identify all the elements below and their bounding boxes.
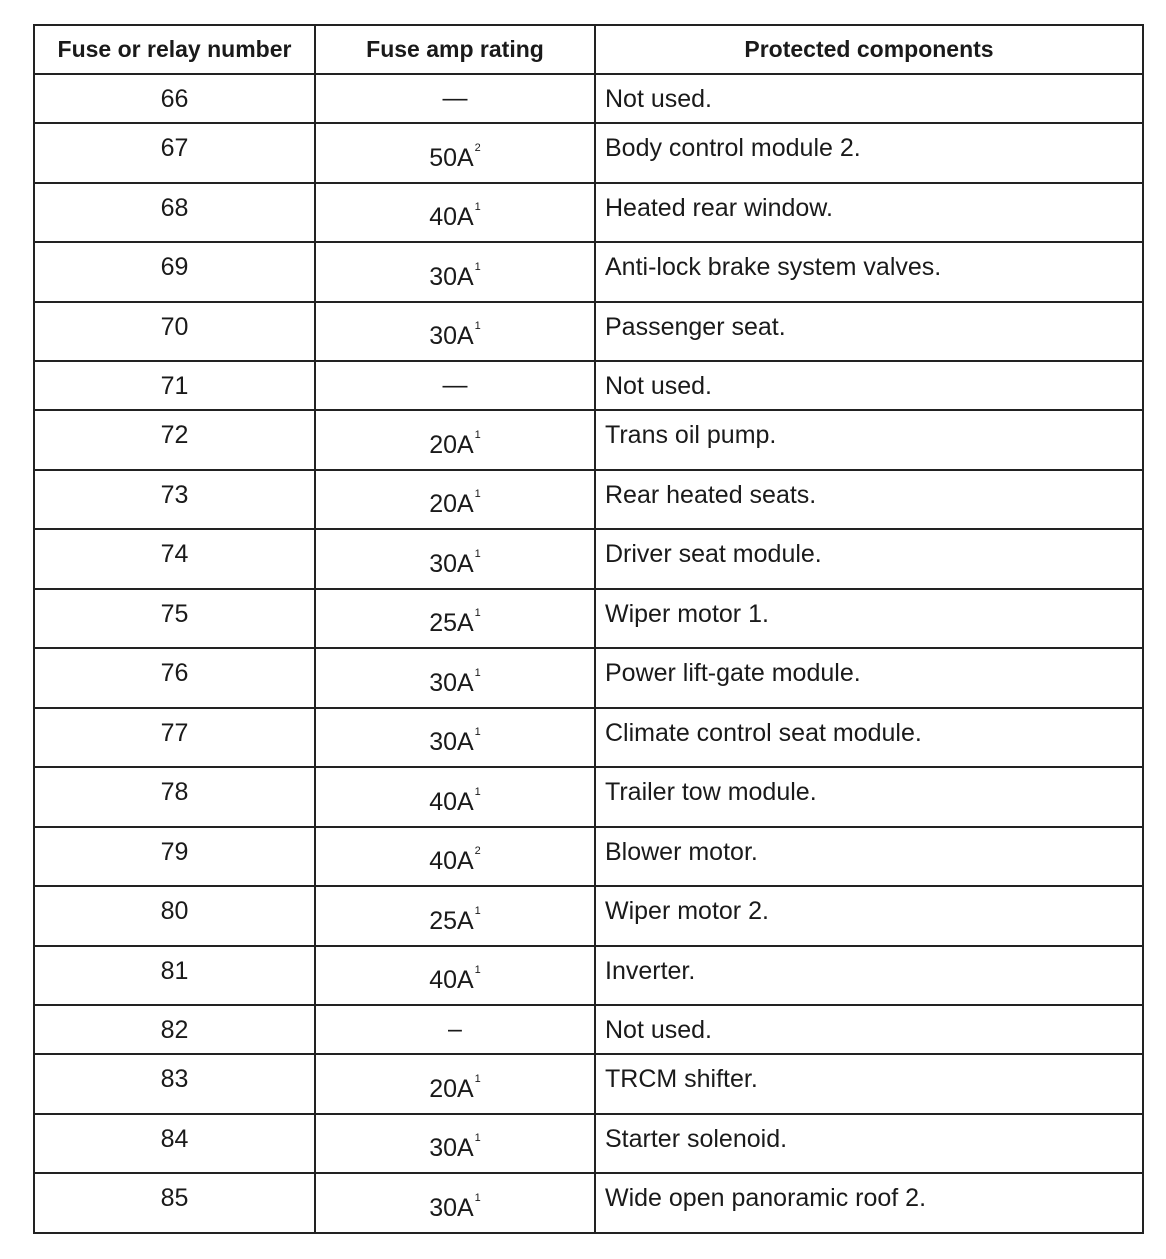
amp-value: 30A (429, 728, 474, 756)
table-row (34, 1173, 1143, 1233)
amp-value: 40A (429, 847, 474, 875)
footnote-marker: 1 (474, 260, 481, 273)
amp-rating-cell (315, 886, 595, 946)
fuse-number-cell: 66 (34, 74, 315, 123)
amp-value: 20A (429, 430, 474, 459)
amp-value: 30A (429, 549, 474, 578)
fuse-number-cell: 69 (34, 242, 315, 302)
amp-rating-cell (315, 767, 595, 827)
fuse-number-cell: 84 (34, 1114, 315, 1174)
protected-components-cell: Body control module 2. (595, 123, 1143, 183)
fuse-number-cell: 78 (34, 767, 315, 827)
amp-rating-cell (315, 74, 595, 123)
fuse-number-cell: 70 (34, 302, 315, 362)
fuse-number-cell: 79 (34, 827, 315, 887)
amp-rating-cell (315, 946, 595, 1006)
table-row (34, 361, 1143, 410)
amp-rating-cell (315, 1054, 595, 1114)
table-row (34, 529, 1143, 589)
protected-components-cell: Not used. (595, 74, 1143, 123)
amp-rating-cell (315, 361, 595, 410)
amp-value: 40A (429, 203, 474, 231)
fuse-number-cell: 68 (34, 183, 315, 243)
protected-components-cell: Not used. (595, 1005, 1143, 1054)
table-row (34, 767, 1143, 827)
protected-components-cell: Blower motor. (595, 827, 1143, 887)
amp-rating-cell (315, 183, 595, 243)
amp-value: 25A (429, 609, 474, 637)
amp-rating-cell (315, 589, 595, 649)
fuse-table (33, 24, 1144, 1234)
footnote-marker: 1 (474, 1072, 481, 1085)
amp-value: – (448, 1015, 462, 1043)
protected-components-cell: Inverter. (595, 946, 1143, 1006)
table-row (34, 302, 1143, 362)
amp-rating-cell (315, 648, 595, 708)
amp-rating-cell (315, 242, 595, 302)
table-row (34, 470, 1143, 530)
fuse-number-cell: 74 (34, 529, 315, 589)
protected-components-cell: Trailer tow module. (595, 767, 1143, 827)
amp-rating-cell (315, 1114, 595, 1174)
amp-rating-cell (315, 302, 595, 362)
footnote-marker: 1 (474, 964, 481, 976)
table-row (34, 648, 1143, 708)
footnote-marker: 1 (474, 1132, 481, 1144)
protected-components-cell: Not used. (595, 361, 1143, 410)
fuse-number-cell: 73 (34, 470, 315, 530)
table-row (34, 74, 1143, 123)
amp-value: 40A (429, 787, 474, 816)
amp-rating-cell (315, 529, 595, 589)
amp-rating-cell (315, 1005, 595, 1054)
amp-rating-cell (315, 827, 595, 887)
table-row (34, 1114, 1143, 1174)
header-fuse-number: Fuse or relay number (34, 25, 315, 74)
amp-rating-cell (315, 708, 595, 768)
footnote-marker: 1 (474, 547, 481, 560)
footnote-marker: 1 (474, 666, 481, 679)
table-row (34, 708, 1143, 768)
fuse-number-cell: 67 (34, 123, 315, 183)
amp-value: 20A (429, 1074, 474, 1103)
fuse-number-cell: 85 (34, 1173, 315, 1233)
protected-components-cell: Rear heated seats. (595, 470, 1143, 530)
footnote-marker: 1 (474, 320, 481, 332)
table-row (34, 827, 1143, 887)
table-row (34, 242, 1143, 302)
amp-value: 30A (429, 322, 474, 350)
header-row (34, 25, 1143, 74)
footnote-marker: 1 (474, 428, 481, 441)
footnote-marker: 1 (474, 904, 481, 917)
header-protected-components: Protected components (595, 25, 1143, 74)
header-amp-rating: Fuse amp rating (315, 25, 595, 74)
fuse-number-cell: 71 (34, 361, 315, 410)
table-row (34, 410, 1143, 470)
protected-components-cell: Wiper motor 1. (595, 589, 1143, 649)
amp-rating-cell (315, 123, 595, 183)
amp-value: 50A (429, 143, 474, 172)
footnote-marker: 2 (474, 845, 481, 857)
fuse-number-cell: 72 (34, 410, 315, 470)
footnote-marker: 1 (474, 201, 481, 213)
table-row (34, 183, 1143, 243)
amp-value: 30A (429, 668, 474, 697)
amp-value: 30A (429, 1193, 474, 1222)
amp-rating-cell (315, 410, 595, 470)
footnote-marker: 1 (474, 1191, 481, 1204)
amp-value: — (442, 84, 468, 112)
fuse-number-cell: 75 (34, 589, 315, 649)
amp-value: 20A (429, 490, 474, 518)
fuse-number-cell: 82 (34, 1005, 315, 1054)
footnote-marker: 1 (474, 785, 481, 798)
footnote-marker: 1 (474, 607, 481, 619)
protected-components-cell: Passenger seat. (595, 302, 1143, 362)
table-row (34, 1005, 1143, 1054)
table-row (34, 946, 1143, 1006)
amp-value: 30A (429, 1134, 474, 1162)
amp-value: 40A (429, 966, 474, 994)
protected-components-cell: Heated rear window. (595, 183, 1143, 243)
table-row (34, 1054, 1143, 1114)
amp-rating-cell (315, 470, 595, 530)
protected-components-cell: Wide open panoramic roof 2. (595, 1173, 1143, 1233)
protected-components-cell: Starter solenoid. (595, 1114, 1143, 1174)
fuse-number-cell: 77 (34, 708, 315, 768)
table-row (34, 589, 1143, 649)
protected-components-cell: Power lift-gate module. (595, 648, 1143, 708)
amp-rating-cell (315, 1173, 595, 1233)
footnote-marker: 1 (474, 488, 481, 500)
fuse-number-cell: 83 (34, 1054, 315, 1114)
amp-value: 25A (429, 906, 474, 935)
table-row (34, 123, 1143, 183)
protected-components-cell: Climate control seat module. (595, 708, 1143, 768)
protected-components-cell: Wiper motor 2. (595, 886, 1143, 946)
protected-components-cell: Driver seat module. (595, 529, 1143, 589)
protected-components-cell: Trans oil pump. (595, 410, 1143, 470)
fuse-number-cell: 81 (34, 946, 315, 1006)
protected-components-cell: TRCM shifter. (595, 1054, 1143, 1114)
fuse-number-cell: 76 (34, 648, 315, 708)
footnote-marker: 2 (474, 141, 481, 154)
fuse-number-cell: 80 (34, 886, 315, 946)
table-row (34, 886, 1143, 946)
footnote-marker: 1 (474, 726, 481, 738)
amp-value: 30A (429, 262, 474, 291)
protected-components-cell: Anti-lock brake system valves. (595, 242, 1143, 302)
amp-value: — (442, 371, 468, 399)
